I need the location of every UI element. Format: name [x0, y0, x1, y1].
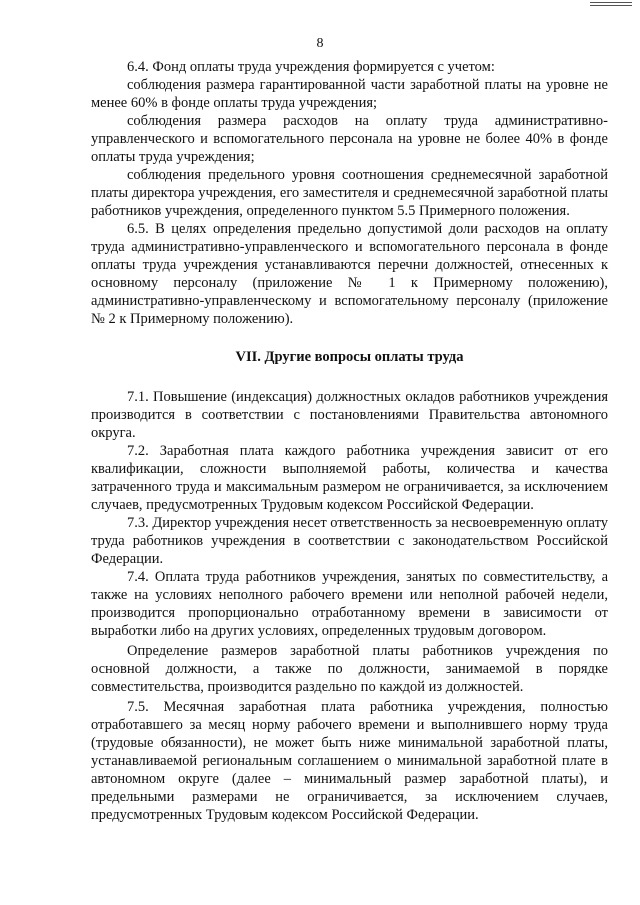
paragraph-7-4: 7.4. Оплата труда работников учреждения, занятых по совместительству, а также на условиях неполного рабочего времени или неполной рабочей недели, производится пропорционально отработанному времени в зависимости от выработки либо на других условиях, определенных трудовым договором.: [91, 569, 608, 639]
paragraph-7-5: 7.5. Месячная заработная плата работника учреждения, полностью отработавшего за месяц норму рабочего времени и выполнившего норму труда (трудовые обязанности), не может быть ниже минимальной заработной платы, устанавливаемой региональным соглашением о минимальной заработной плате в автономном округе (далее – минимальный размер заработной платы), и предельными размерами не ограничивается, за исключением случаев, предусмотренных Трудовым кодексом Российской Федерации.: [91, 699, 608, 823]
page-number: 8: [316, 36, 324, 51]
paragraph-salary-ratio: соблюдения предельного уровня соотношения среднемесячной заработной платы директора учреждения, его заместителя и среднемесячной заработной платы работников учреждения, определенного пунктом 5.5 Примерного положения.: [91, 167, 608, 219]
paragraph-7-1: 7.1. Повышение (индексация) должностных окладов работников учреждения производится в соответствии с постановлениями Правительства автономного округа.: [91, 389, 608, 441]
section-heading: VII. Другие вопросы оплаты труда: [235, 349, 464, 365]
paragraph-6-5: 6.5. В целях определения предельно допустимой доли расходов на оплату труда административно-управленческого и вспомогательного персонала в фонде оплаты труда учреждения устанавливаются перечни должностей, отнесенных к основному персоналу (приложение № 1 к Примерному положению), административно-управленческому и вспомогательному персоналу (приложение № 2 к Примерному положению).: [91, 221, 608, 327]
paragraph-guaranteed-part: соблюдения размера гарантированной части заработной платы на уровне не менее 60% в фонде оплаты труда учреждения;: [91, 77, 608, 111]
paragraph-salary-determination: Определение размеров заработной платы работников учреждения по основной должности, а также по должности, занимаемой в порядке совместительства, производится раздельно по каждой из должностей.: [91, 643, 608, 695]
paragraph-6-4: 6.4. Фонд оплаты труда учреждения формируется с учетом:: [127, 59, 495, 75]
paragraph-7-2: 7.2. Заработная плата каждого работника учреждения зависит от его квалификации, сложности выполняемой работы, количества и качества затраченного труда и максимальным размером не ограничивается, за исключением случаев, предусмотренных Трудовым кодексом Российской Федерации.: [91, 443, 608, 513]
document-body: [91, 58, 608, 824]
paragraph-admin-expenses: соблюдения размера расходов на оплату труда административно-управленческого и вспомогательного персонала на уровне не более 40% в фонде оплаты труда учреждения;: [91, 113, 608, 165]
corner-mark: [590, 2, 632, 6]
paragraph-7-3: 7.3. Директор учреждения несет ответственность за несвоевременную оплату труда работников учреждения в соответствии с законодательством Российской Федерации.: [91, 515, 608, 567]
